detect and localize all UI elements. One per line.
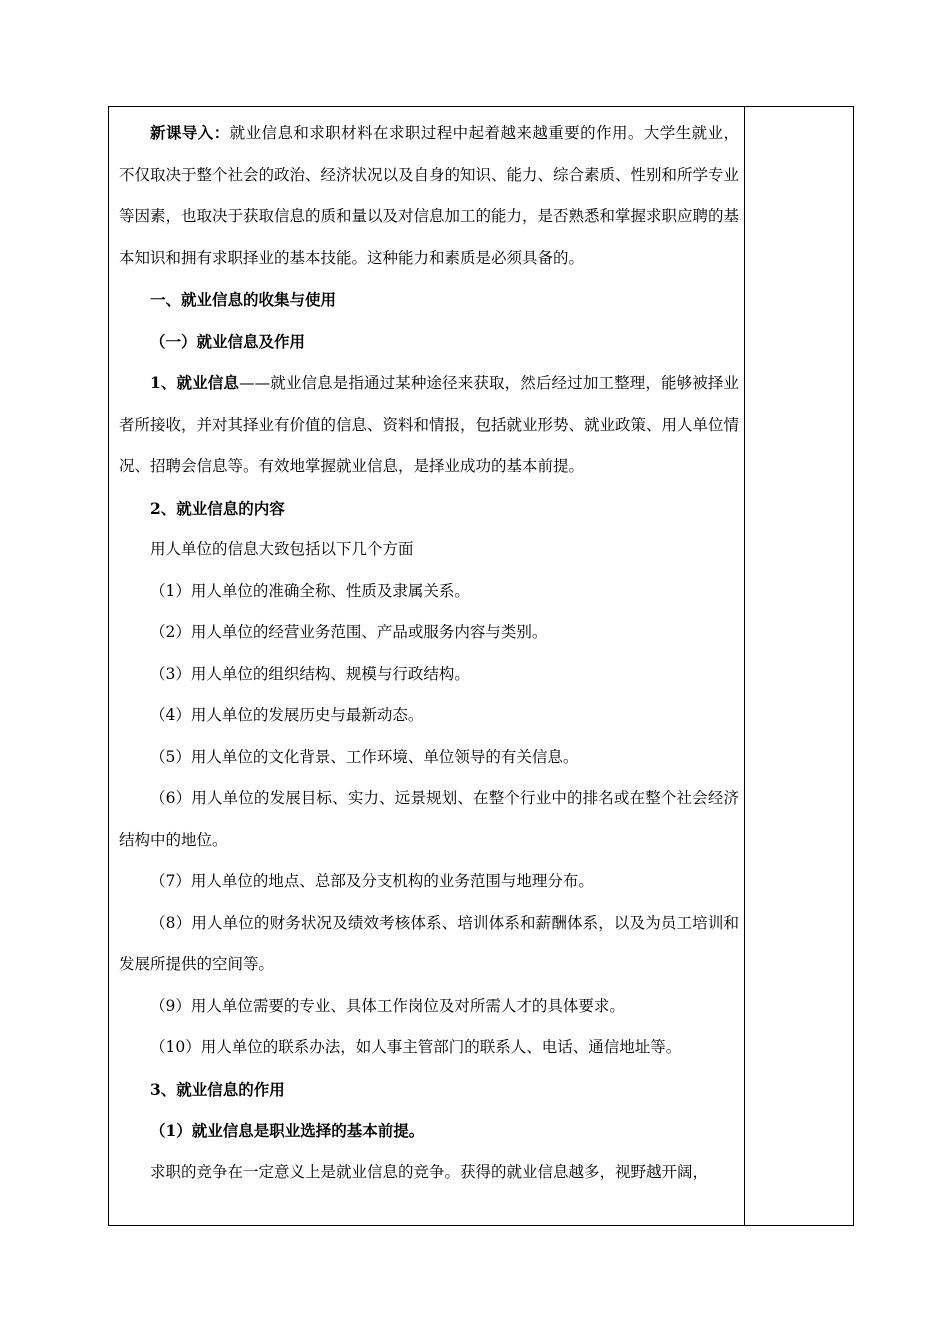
list-item: （6）用人单位的发展目标、实力、远景规划、在整个行业中的排名或在整个社会经济结构中的地位。 [119,789,739,849]
item1-label: 1、就业信息 [150,373,240,392]
list-item: （8）用人单位的财务状况及绩效考核体系、培训体系和薪酬体系，以及为员工培训和发展所提供的空间等。 [119,913,739,973]
column-divider [744,107,745,1225]
item3-title: 3、就业信息的作用 [150,1079,285,1099]
item3-point1-text: 求职的竞争在一定意义上是就业信息的竞争。获得的就业信息越多，视野越开阔， [150,1162,709,1181]
list-item: （9）用人单位需要的专业、具体工作岗位及对所需人才的具体要求。 [150,996,625,1015]
lesson-table [108,106,854,1226]
list-item: （5）用人单位的文化背景、工作环境、单位领导的有关信息。 [150,747,579,766]
lesson-content-cell [119,107,739,1193]
item3-point1-title: （1）就业信息是职业选择的基本前提。 [150,1121,425,1140]
section-title: 一、就业信息的收集与使用 [150,290,337,309]
list-item: （4）用人单位的发展历史与最新动态。 [150,706,424,724]
list-item: （7）用人单位的地点、总部及分支机构的业务范围与地理分布。 [150,872,594,890]
item1-text: ——就业信息是指通过某种途径来获取，然后经过加工整理，能够被择业者所接收，并对其择业有价值的信息、资料和情报，包括就业形势、就业政策、用人单位情况、招聘会信息等。有效地掌握就业信息，是择业成功的基本前提。 [119,374,740,475]
item2-lead: 用人单位的信息大致包括以下几个方面 [150,540,414,558]
subsection-title: （一）就业信息及作用 [150,331,306,351]
intro-text: 就业信息和求职材料在求职过程中起着越来越重要的作用。大学生就业，不仅取决于整个社会的政治、经济状况以及自身的知识、能力、综合素质、性别和所学专业等因素，也取决于获取信息的质和量以及对信息加工的能力，是否熟悉和掌握求职应聘的基本知识和拥有求职择业的基本技能。这种能力和素质是必须具备的。 [119,124,740,267]
list-item: （3）用人单位的组织结构、规模与行政结构。 [150,664,470,683]
item1-paragraph [119,362,739,488]
intro-label: 新课导入： [150,123,230,142]
list-item: （10）用人单位的联系办法，如人事主管部门的联系人、电话、通信地址等。 [150,1038,682,1056]
list-item: （1）用人单位的准确全称、性质及隶属关系。 [150,581,470,600]
item2-title: 2、就业信息的内容 [150,498,285,518]
intro-paragraph [119,112,739,279]
list-item: （2）用人单位的经营业务范围、产品或服务内容与类别。 [150,623,548,641]
